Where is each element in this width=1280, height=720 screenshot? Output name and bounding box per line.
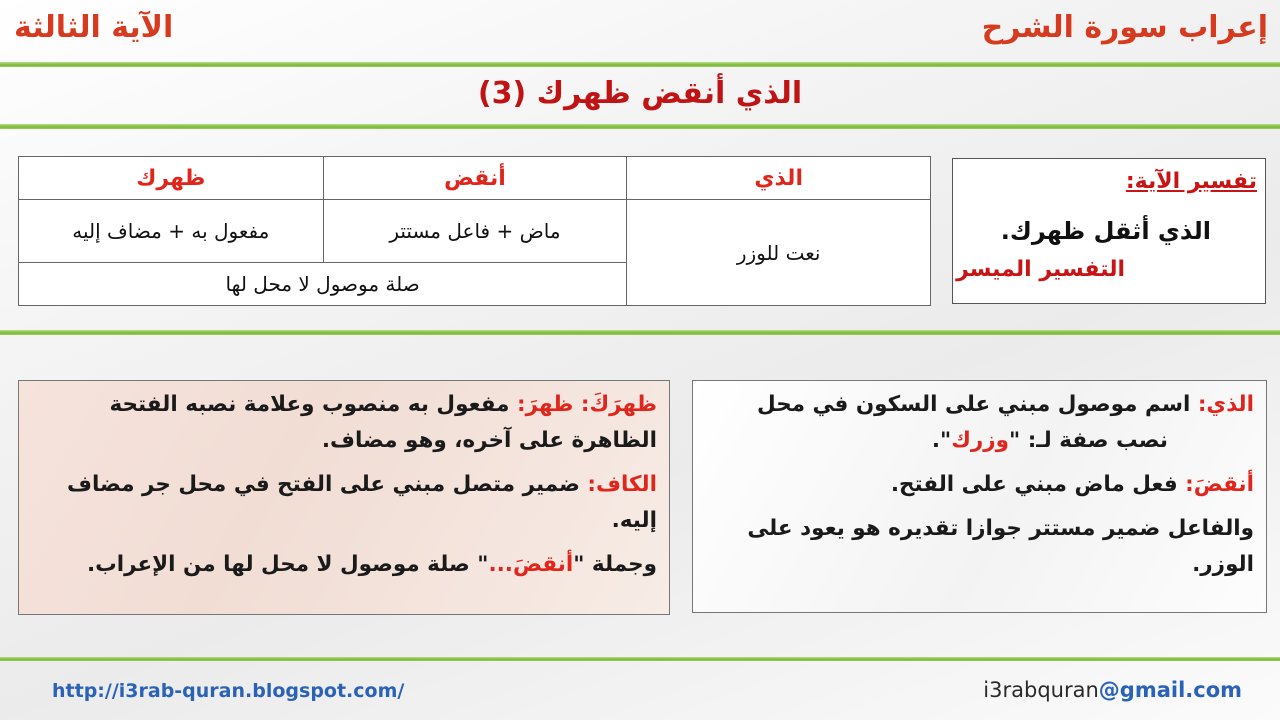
email-user: i3rabquran [983,678,1099,702]
analysis-anqada [705,467,1254,503]
table-header-alladhi: الذي [627,157,931,200]
analysis-box-alladhi-anqada [692,380,1267,613]
analysis-alladhi [705,387,1254,459]
jumla-prefix: وجملة " [573,552,657,577]
surah-title: إعراب سورة الشرح [981,10,1268,45]
irab-table [18,156,931,306]
jumla-suffix: " صلة موصول لا محل لها من الإعراب. [86,552,489,577]
separator-middle [0,330,1280,335]
email-domain: @gmail.com [1098,678,1242,702]
term-anqada: أنقضَ: [1185,472,1254,497]
term-wizrak: وزرك [951,428,1010,453]
analysis-kaf-text: ضمير متصل مبني على الفتح في محل جر مضاف إليه. [66,472,657,533]
table-header-zahraka: ظهرك [19,157,324,200]
contact-email[interactable] [983,678,1242,702]
tafsir-box [952,158,1266,304]
analysis-alladhi-line1: اسم موصول مبني على السكون في محل [757,392,1198,417]
table-cell-anqada: ماض + فاعل مستتر [323,200,627,263]
table-header-anqada: أنقض [323,157,627,200]
separator-bottom [0,657,1280,661]
blog-link[interactable]: http://i3rab-quran.blogspot.com/ [52,680,405,702]
verse-number-label: الآية الثالثة [14,10,174,45]
analysis-box-zahraka [18,380,670,615]
analysis-zahr [31,387,657,459]
term-alladhi: الذي: [1197,392,1254,417]
table-cell-sila: صلة موصول لا محل لها [19,263,627,306]
analysis-jumla [31,547,657,583]
verse-heading: الذي أنقض ظهرك (3) [477,76,803,111]
table-cell-zahraka: مفعول به + مضاف إليه [19,200,324,263]
separator-under-verse [0,124,1280,129]
separator-top [0,62,1280,67]
table-cell-alladhi: نعت للوزر [627,200,931,306]
term-kaf: الكاف: [587,472,657,497]
quote-open: نصب صفة لـ: " [1009,428,1168,453]
tafsir-text: الذي أثقل ظهرك. [1000,217,1211,245]
analysis-zahr-text: مفعول به منصوب وعلامة نصبه الفتحة الظاهرة على آخره، وهو مضاف. [109,392,657,453]
quote-close: ". [931,428,952,453]
analysis-kaf [31,467,657,539]
term-zahraka: ظهرَكَ: ظهرَ: [516,392,657,417]
tafsir-label: تفسير الآية: [1125,169,1257,194]
analysis-alladhi-line2 [932,423,1254,459]
tafsir-source: التفسير الميسر [956,257,1125,282]
analysis-fail: والفاعل ضمير مستتر جوازا تقديره هو يعود على الوزر. [747,516,1254,577]
analysis-anqada-text: فعل ماض مبني على الفتح. [890,472,1186,497]
term-anqada-jumla: أنقضَ... [488,552,574,577]
